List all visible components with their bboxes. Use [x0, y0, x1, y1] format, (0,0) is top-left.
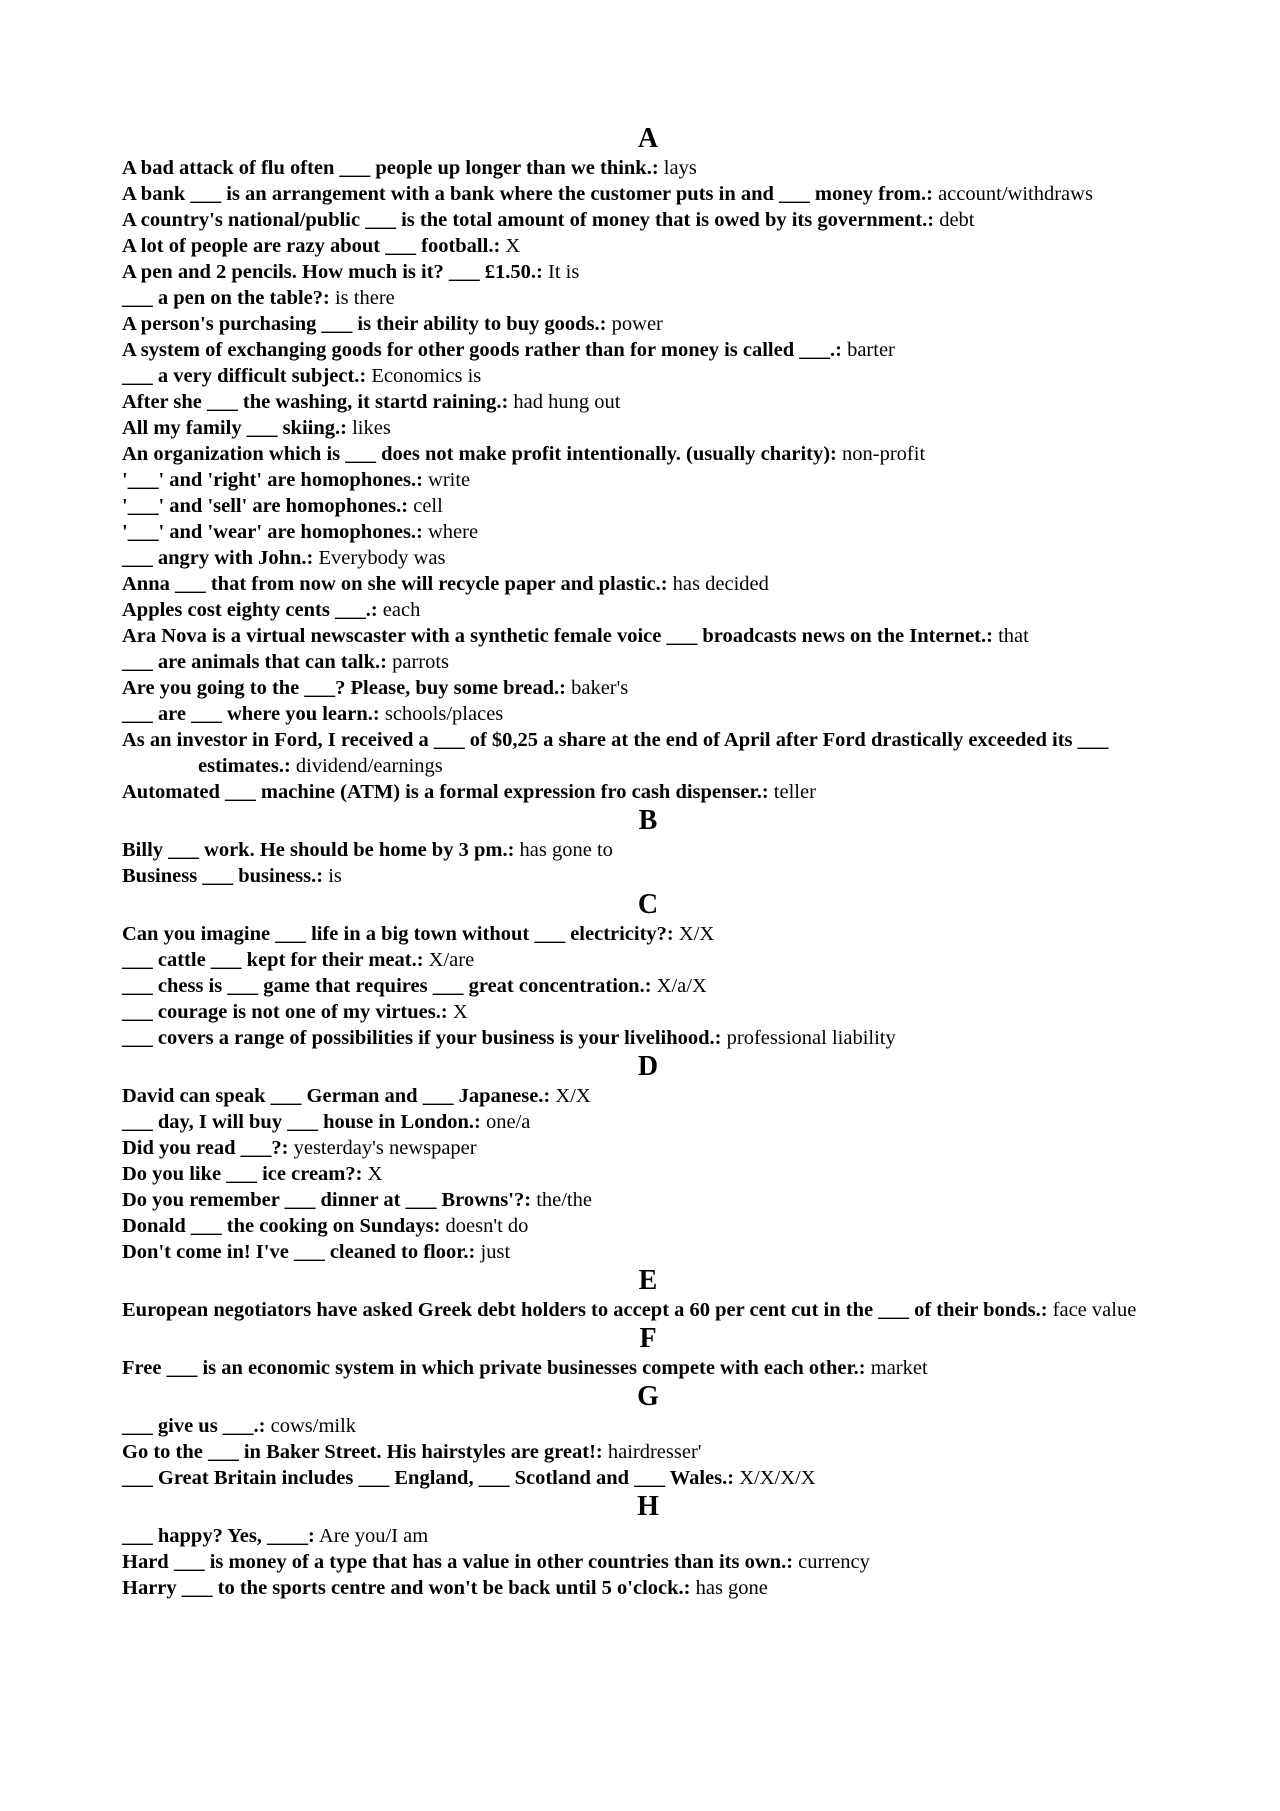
answer-text: account/withdraws: [938, 183, 1093, 205]
section-letter-heading: G: [637, 1381, 659, 1412]
section-letter-heading: D: [637, 1051, 659, 1082]
list-item: [122, 233, 1174, 259]
answer-text: Everybody was: [318, 547, 446, 569]
answer-text: X/are: [428, 949, 475, 971]
list-item: [122, 727, 1174, 779]
answer-text: just: [480, 1241, 511, 1263]
answer-text: has gone to: [519, 839, 613, 861]
answer-text: lays: [663, 157, 697, 179]
list-item: [122, 1465, 1174, 1491]
section-d: [122, 1051, 1174, 1265]
question-text: ___ day, I will buy ___ house in London.:: [122, 1111, 481, 1133]
question-text: ___ are animals that can talk.:: [122, 651, 387, 673]
section-f: [122, 1323, 1174, 1381]
question-text: Do you like ___ ice cream?:: [122, 1163, 363, 1185]
question-text: Apples cost eighty cents ___.:: [122, 599, 378, 621]
answer-text: is there: [334, 287, 395, 309]
question-text: Can you imagine ___ life in a big town without ___ electricity?:: [122, 923, 674, 945]
section-letter-heading: C: [637, 889, 659, 920]
answer-text: each: [382, 599, 421, 621]
question-text: ___ a pen on the table?:: [122, 287, 330, 309]
question-text: '___' and 'wear' are homophones.:: [122, 521, 423, 543]
list-item: [122, 921, 1174, 947]
answer-text: power: [611, 313, 663, 335]
question-text: Do you remember ___ dinner at ___ Browns'?:: [122, 1189, 532, 1211]
answer-text: professional liability: [726, 1027, 896, 1049]
list-item: [122, 571, 1174, 597]
question-text: Don't come in! I've ___ cleaned to floor.:: [122, 1241, 476, 1263]
question-text: As an investor in Ford, I received a ___ of $0,25 a share at the end of April after Ford drastically exceeded its ___ estimates.:: [122, 729, 1109, 777]
answer-text: X/a/X: [656, 975, 707, 997]
list-item: [122, 311, 1174, 337]
list-item: [122, 285, 1174, 311]
section-letter-heading: F: [639, 1323, 657, 1354]
answer-text: Economics is: [371, 365, 482, 387]
list-item: [122, 389, 1174, 415]
list-item: [122, 1439, 1174, 1465]
question-text: ___ angry with John.:: [122, 547, 314, 569]
list-item: [122, 973, 1174, 999]
list-item: [122, 545, 1174, 571]
list-item: [122, 779, 1174, 805]
question-text: Automated ___ machine (ATM) is a formal expression fro cash dispenser.:: [122, 781, 769, 803]
list-item: [122, 999, 1174, 1025]
answer-text: is: [328, 865, 342, 887]
answer-text: hairdresser': [607, 1441, 702, 1463]
question-text: A lot of people are razy about ___ football.:: [122, 235, 501, 257]
question-text: All my family ___ skiing.:: [122, 417, 347, 439]
question-text: ___ are ___ where you learn.:: [122, 703, 380, 725]
section-b: [122, 805, 1174, 889]
question-text: A pen and 2 pencils. How much is it? ___ £1.50.:: [122, 261, 543, 283]
list-item: [122, 623, 1174, 649]
section-e: [122, 1265, 1174, 1323]
answer-text: non-profit: [842, 443, 926, 465]
answer-text: that: [998, 625, 1029, 647]
question-text: Business ___ business.:: [122, 865, 324, 887]
list-item: [122, 1187, 1174, 1213]
question-text: Anna ___ that from now on she will recycle paper and plastic.:: [122, 573, 668, 595]
section-letter-heading: A: [637, 123, 659, 154]
question-text: ___ Great Britain includes ___ England, ___ Scotland and ___ Wales.:: [122, 1467, 735, 1489]
answer-text: It is: [548, 261, 580, 283]
question-text: '___' and 'sell' are homophones.:: [122, 495, 409, 517]
list-item: [122, 519, 1174, 545]
answer-text: write: [428, 469, 471, 491]
answer-text: has gone: [695, 1577, 768, 1599]
answer-text: where: [428, 521, 479, 543]
list-item: [122, 649, 1174, 675]
answer-text: parrots: [392, 651, 450, 673]
question-text: ___ cattle ___ kept for their meat.:: [122, 949, 424, 971]
question-text: Harry ___ to the sports centre and won't be back until 5 o'clock.:: [122, 1577, 691, 1599]
section-h: [122, 1491, 1174, 1601]
list-item: [122, 863, 1174, 889]
list-item: [122, 701, 1174, 727]
list-item: [122, 597, 1174, 623]
answer-text: currency: [798, 1551, 870, 1573]
answer-text: baker's: [571, 677, 629, 699]
question-text: ___ give us ___.:: [122, 1415, 266, 1437]
question-text: After she ___ the washing, it startd raining.:: [122, 391, 509, 413]
section-letter-heading: E: [638, 1265, 658, 1296]
question-text: A bank ___ is an arrangement with a bank where the customer puts in and ___ money from.:: [122, 183, 933, 205]
answer-text: Are you/I am: [318, 1525, 429, 1547]
answer-text: X: [452, 1001, 468, 1023]
question-text: Go to the ___ in Baker Street. His hairstyles are great!:: [122, 1441, 603, 1463]
answer-text: barter: [847, 339, 895, 361]
section-g: [122, 1381, 1174, 1491]
question-text: Did you read ___?:: [122, 1137, 289, 1159]
question-text: '___' and 'right' are homophones.:: [122, 469, 423, 491]
list-item: [122, 155, 1174, 181]
list-item: [122, 259, 1174, 285]
answer-text: teller: [773, 781, 816, 803]
list-item: [122, 363, 1174, 389]
answer-text: yesterday's newspaper: [293, 1137, 477, 1159]
question-text: ___ chess is ___ game that requires ___ great concentration.:: [122, 975, 652, 997]
answer-text: X/X: [555, 1085, 591, 1107]
question-text: Are you going to the ___? Please, buy some bread.:: [122, 677, 566, 699]
list-item: [122, 1025, 1174, 1051]
list-item: [122, 1083, 1174, 1109]
list-item: [122, 1575, 1174, 1601]
answer-text: dividend/earnings: [295, 755, 443, 777]
answer-text: one/a: [486, 1111, 531, 1133]
answer-text: X/X: [678, 923, 715, 945]
list-item: [122, 1109, 1174, 1135]
glossary-document: [122, 123, 1174, 1601]
list-item: [122, 467, 1174, 493]
answer-text: has decided: [672, 573, 769, 595]
answer-text: schools/places: [384, 703, 504, 725]
answer-text: doesn't do: [445, 1215, 529, 1237]
answer-text: debt: [939, 209, 975, 231]
section-a: [122, 123, 1174, 805]
question-text: European negotiators have asked Greek debt holders to accept a 60 per cent cut in the ___ of their bonds.:: [122, 1299, 1048, 1321]
list-item: [122, 1413, 1174, 1439]
answer-text: X/X/X/X: [739, 1467, 816, 1489]
list-item: [122, 337, 1174, 363]
section-c: [122, 889, 1174, 1051]
answer-text: had hung out: [513, 391, 621, 413]
list-item: [122, 181, 1174, 207]
list-item: [122, 1161, 1174, 1187]
question-text: A person's purchasing ___ is their ability to buy goods.:: [122, 313, 607, 335]
answer-text: market: [870, 1357, 928, 1379]
answer-text: face value: [1052, 1299, 1137, 1321]
answer-text: likes: [352, 417, 391, 439]
list-item: [122, 1549, 1174, 1575]
list-item: [122, 415, 1174, 441]
list-item: [122, 441, 1174, 467]
question-text: David can speak ___ German and ___ Japanese.:: [122, 1085, 551, 1107]
question-text: ___ a very difficult subject.:: [122, 365, 367, 387]
answer-text: X: [505, 235, 521, 257]
question-text: ___ covers a range of possibilities if your business is your livelihood.:: [122, 1027, 722, 1049]
question-text: Donald ___ the cooking on Sundays:: [122, 1215, 441, 1237]
question-text: ___ happy? Yes, ____:: [122, 1525, 315, 1547]
question-text: Free ___ is an economic system in which private businesses compete with each other.:: [122, 1357, 866, 1379]
answer-text: the/the: [536, 1189, 592, 1211]
section-letter-heading: B: [638, 805, 658, 836]
question-text: A system of exchanging goods for other goods rather than for money is called ___.:: [122, 339, 842, 361]
list-item: [122, 1523, 1174, 1549]
answer-text: cell: [413, 495, 443, 517]
question-text: A bad attack of flu often ___ people up longer than we think.:: [122, 157, 659, 179]
question-text: An organization which is ___ does not make profit intentionally. (usually charity):: [122, 443, 837, 465]
answer-text: X: [367, 1163, 383, 1185]
list-item: [122, 207, 1174, 233]
list-item: [122, 837, 1174, 863]
list-item: [122, 1135, 1174, 1161]
list-item: [122, 947, 1174, 973]
list-item: [122, 1297, 1174, 1323]
question-text: ___ courage is not one of my virtues.:: [122, 1001, 448, 1023]
question-text: A country's national/public ___ is the total amount of money that is owed by its government.:: [122, 209, 935, 231]
question-text: Ara Nova is a virtual newscaster with a synthetic female voice ___ broadcasts news on the Internet.:: [122, 625, 993, 647]
question-text: Billy ___ work. He should be home by 3 pm.:: [122, 839, 515, 861]
list-item: [122, 1355, 1174, 1381]
answer-text: cows/milk: [270, 1415, 357, 1437]
question-text: Hard ___ is money of a type that has a value in other countries than its own.:: [122, 1551, 794, 1573]
list-item: [122, 675, 1174, 701]
list-item: [122, 1213, 1174, 1239]
list-item: [122, 493, 1174, 519]
list-item: [122, 1239, 1174, 1265]
section-letter-heading: H: [637, 1491, 659, 1522]
